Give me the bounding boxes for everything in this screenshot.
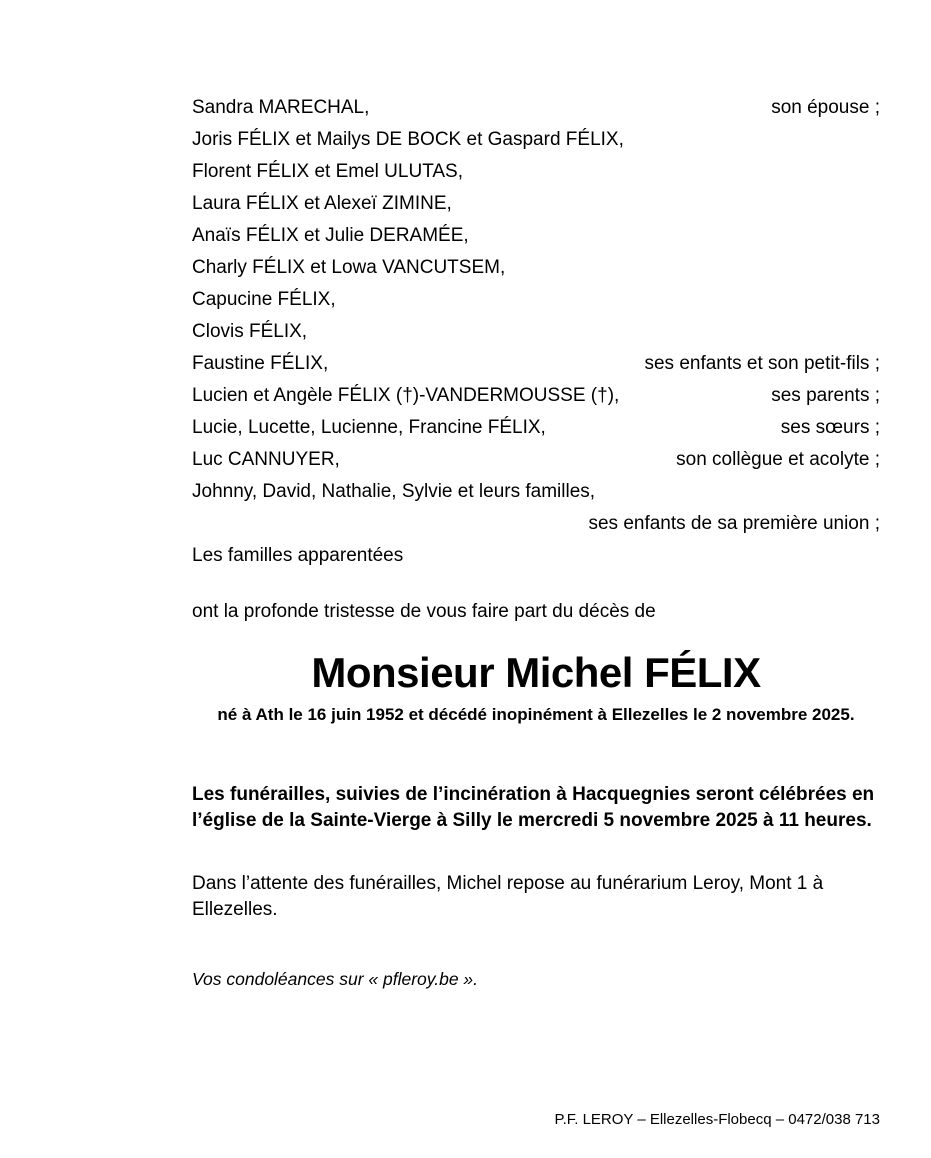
family-member-name: Anaïs FÉLIX et Julie DERAMÉE, — [192, 225, 469, 246]
family-list-row — [192, 252, 880, 284]
family-list-row — [192, 380, 880, 412]
family-list-row — [192, 284, 880, 316]
funeral-home-footer: P.F. LEROY – Ellezelles-Flobecq – 0472/038 713 — [554, 1111, 880, 1128]
family-member-name: Lucie, Lucette, Lucienne, Francine FÉLIX, — [192, 417, 546, 438]
family-list-row — [192, 156, 880, 188]
family-member-name: Faustine FÉLIX, — [192, 353, 329, 374]
family-relation: ses parents ; — [771, 385, 880, 406]
announcement-text: ont la profonde tristesse de vous faire part du décès de — [192, 601, 656, 622]
family-list — [192, 92, 880, 572]
family-list-row — [192, 348, 880, 380]
family-list-row — [192, 124, 880, 156]
family-member-name: Luc CANNUYER, — [192, 449, 340, 470]
family-list-row — [192, 220, 880, 252]
family-list-row — [192, 92, 880, 124]
family-member-name: Laura FÉLIX et Alexeï ZIMINE, — [192, 193, 452, 214]
family-member-name: Sandra MARECHAL, — [192, 97, 370, 118]
life-dates-line: né à Ath le 16 juin 1952 et décédé inopinément à Ellezelles le 2 novembre 2025. — [217, 705, 855, 724]
family-list-row — [192, 188, 880, 220]
family-member-name: Joris FÉLIX et Mailys DE BOCK et Gaspard FÉLIX, — [192, 129, 624, 150]
family-member-name: Charly FÉLIX et Lowa VANCUTSEM, — [192, 257, 506, 278]
family-list-row — [192, 316, 880, 348]
funeral-details-paragraph: Les funérailles, suivies de l’incinération à Hacquegnies seront célébrées en l’église de la Sainte-Vierge à Silly le mercredi 5 novembre 2025 à 11 heures. — [192, 784, 875, 831]
family-list-row — [192, 476, 880, 508]
repose-details-paragraph: Dans l’attente des funérailles, Michel repose au funérarium Leroy, Mont 1 à Ellezelles. — [192, 873, 824, 920]
family-member-name: Johnny, David, Nathalie, Sylvie et leurs familles, — [192, 481, 596, 502]
family-list-row — [192, 540, 880, 572]
family-member-name: Capucine FÉLIX, — [192, 289, 336, 310]
family-relation: ses enfants de sa première union ; — [588, 513, 880, 534]
family-relation: son collègue et acolyte ; — [676, 449, 880, 470]
family-member-name: Florent FÉLIX et Emel ULUTAS, — [192, 161, 464, 182]
family-list-row — [192, 508, 880, 540]
family-list-row — [192, 444, 880, 476]
family-member-name: Clovis FÉLIX, — [192, 321, 308, 342]
family-relation: ses sœurs ; — [780, 417, 880, 438]
family-relation: son épouse ; — [771, 97, 880, 118]
family-member-name: Les familles apparentées — [192, 545, 404, 566]
family-relation: ses enfants et son petit-fils ; — [644, 353, 880, 374]
family-member-name: Lucien et Angèle FÉLIX (†)-VANDERMOUSSE (†), — [192, 385, 620, 406]
condolences-line: Vos condoléances sur « pfleroy.be ». — [192, 969, 479, 989]
family-list-row — [192, 412, 880, 444]
deceased-name-title: Monsieur Michel FÉLIX — [311, 649, 761, 696]
